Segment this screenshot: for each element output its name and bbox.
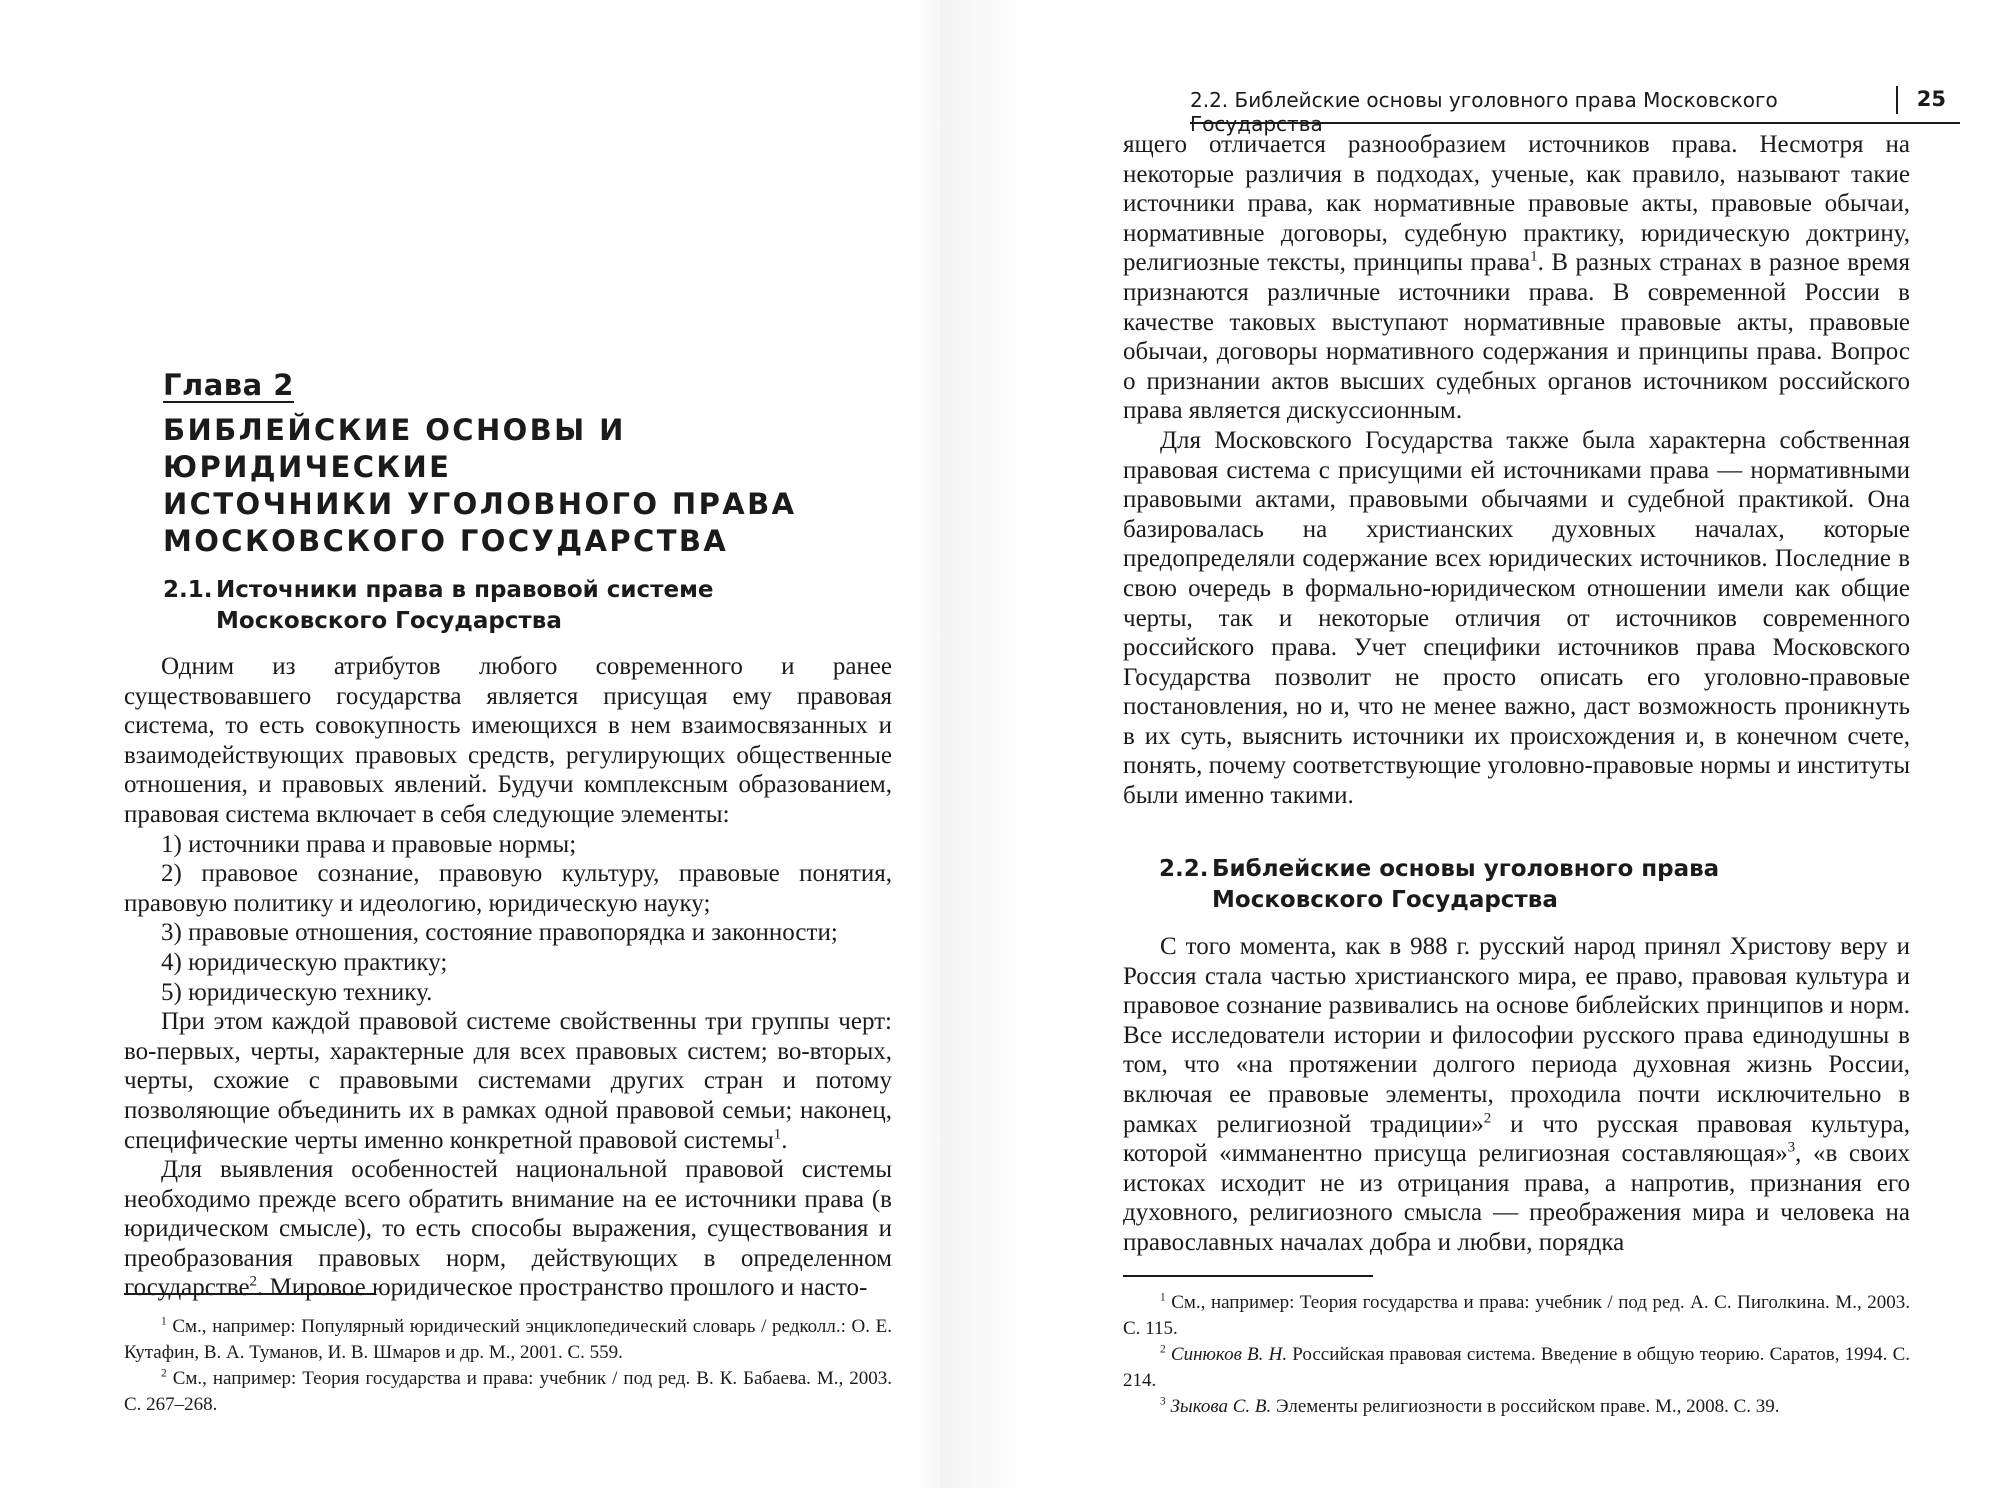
paragraph: [1123, 130, 1910, 426]
paragraph-text: При этом каждой правовой системе свойственны три группы черт: во-первых, черты, характерные для всех правовых систем; во-вторых, черты, схожие с правовыми системами других стран и потому позволяющие объединить их в рамках одной правовой семьи; наконец, специфические черты именно конкретной правовой системы: [124, 1008, 892, 1154]
section-heading-2-1: [163, 575, 923, 637]
footnote-ref: 1: [1530, 249, 1538, 266]
footnote: [1123, 1394, 1910, 1420]
left-footnotes: [124, 1314, 892, 1418]
paragraph: [124, 1155, 892, 1303]
running-head-title: 2.2. Библейские основы уголовного права Московского Государства: [1190, 88, 1778, 136]
chapter-heading: [163, 368, 923, 560]
running-head-separator: [1896, 86, 1898, 114]
footnote: [124, 1314, 892, 1366]
chapter-title-line: МОСКОВСКОГО ГОСУДАРСТВА: [163, 524, 729, 558]
paragraph: [124, 1007, 892, 1155]
footnote-rule: [124, 1293, 374, 1295]
footnote-ref: 2: [249, 1274, 258, 1291]
paragraph: Для Московского Государства также была характерна собственная правовая система с присущими ей источниками права — нормативными правовыми актами, правовыми обычаями и судебной практикой. Она базировалась на христианских духовных началах, которые предопределяли содержание всех юридических источников. Последние в свою очередь в формально-юридическом отношении имели как общие черты, так и некоторые отличия от источников современного российского права. Учет специфики источников права Московского Государства позволит не просто описать его уголовно-правовые постановления, но и, что не менее важно, даст возможность проникнуть в их суть, выяснить источники их происхождения и, в конечном счете, понять, почему соответствующие уголовно-правовые нормы и институты были именно такими.: [1123, 426, 1910, 810]
footnote-text: Элементы религиозности в российском праве. М., 2008. С. 39.: [1271, 1396, 1780, 1417]
chapter-title-line: ИСТОЧНИКИ УГОЛОВНОГО ПРАВА: [163, 487, 797, 521]
paragraph-text: Для выявления особенностей национальной правовой системы необходимо прежде всего обратить внимание на ее источники права (в юридическом смысле), то есть способы выражения, существования и преобразования правовых норм, действующих в определенном государстве: [124, 1156, 892, 1302]
chapter-title: [163, 412, 923, 560]
left-body-text: [124, 652, 892, 1303]
section-heading-2-2: [1159, 854, 1919, 916]
footnote-text: См., например: Теория государства и права: учебник / под ред. В. К. Бабаева. М., 2003. С. 267–268.: [124, 1368, 892, 1415]
section-title-line: Библейские основы уголовного права: [1212, 856, 1720, 882]
paragraph-text: . В разных странах в разное время признаются различные источники права. В современной России в качестве таковых выступают нормативные правовые акты, правовые обычаи, договоры нормативного содержания и принципы права. Вопрос о признании актов высших судебных органов источником российского права является дискуссионным.: [1123, 249, 1910, 425]
paragraph: [1123, 932, 1910, 1258]
list-item: 2) правовое сознание, правовую культуру, правовые понятия, правовую политику и идеологию, юридическую науку;: [124, 860, 892, 917]
right-footnotes: [1123, 1290, 1910, 1420]
footnote-ref: 1: [773, 1126, 782, 1143]
left-page: [0, 0, 960, 1488]
footnote-text: См., например: Популярный юридический энциклопедический словарь / редколл.: О. Е. Кутафин, В. А. Туманов, И. В. Шмаров и др. М., 2001. С. 559.: [124, 1316, 893, 1363]
paragraph-end: .: [781, 1126, 788, 1154]
paragraph-text: . Мировое юридическое пространство прошлого и насто-: [257, 1274, 868, 1302]
footnote-text: Российская правовая система. Введение в общую теорию. Саратов, 1994. С. 214.: [1123, 1344, 1911, 1391]
paragraph-text: ящего отличается разнообразием источников права. Несмотря на некоторые различия в подходах, ученые, как правило, называют такие источники права, как нормативные правовые акты, правовые обычаи, нормативные договоры, судебную практику, юридическую доктрину, религиозные тексты, принципы права: [1123, 131, 1910, 277]
section-title-line: Московского Государства: [1212, 887, 1558, 913]
list-item: 3) правовые отношения, состояние правопорядка и законности;: [161, 919, 838, 947]
section-number: 2.1.: [163, 577, 213, 603]
footnote: [1123, 1290, 1910, 1342]
footnote-ref: 2: [1483, 1110, 1492, 1127]
footnote-mark: 1: [161, 1315, 167, 1328]
paragraph-text: , «в своих истоках исходит не из отрицания права, а напротив, признания его духовного, религиозного смысла — преображения мира и человека на православных началах добра и любви, порядка: [1123, 1140, 1911, 1256]
paragraph: Одним из атрибутов любого современного и ранее существовавшего государства является присущая ему правовая система, то есть совокупность имеющихся в нем взаимосвязанных и взаимодействующих правовых средств, регулирующих общественные отношения, и правовых явлений. Будучи комплексным образованием, правовая система включает в себя следующие элементы:: [124, 653, 892, 828]
footnote-mark: 3: [1160, 1395, 1166, 1408]
right-body-text-bottom: [1123, 932, 1910, 1258]
chapter-title-line: БИБЛЕЙСКИЕ ОСНОВЫ И ЮРИДИЧЕСКИЕ: [163, 413, 626, 484]
list-item: 5) юридическую технику.: [161, 978, 433, 1006]
footnote-mark: 2: [1160, 1343, 1166, 1356]
paragraph-text: С того момента, как в 988 г. русский народ принял Христову веру и Россия стала частью христианского мира, ее право, правовая культура и правовое сознание развивались на основе библейских принципов и норм. Все исследователи истории и философии русского права единодушны в том, что «на протяжении долгого периода духовная жизнь России, включая ее правовые элементы, проходила почти исключительно в рамках религиозной традиции»: [1123, 933, 1910, 1138]
footnote-author: Синюков В. Н.: [1170, 1344, 1288, 1365]
list-item: 4) юридическую практику;: [161, 948, 448, 976]
footnote-mark: 1: [1160, 1291, 1166, 1304]
footnote-rule: [1123, 1275, 1373, 1277]
section-number: 2.2.: [1159, 856, 1209, 882]
page-number: 25: [1916, 87, 1946, 111]
list-item: 1) источники права и правовые нормы;: [161, 830, 577, 858]
book-gutter: [940, 0, 1085, 1488]
paragraph-text: и что русская правовая культура, которой «имманентно присуща религиозная составляющая»: [1123, 1110, 1911, 1168]
footnote: [124, 1366, 892, 1418]
footnote: [1123, 1342, 1910, 1394]
right-body-text-top: [1123, 130, 1910, 811]
running-head: [1190, 86, 1960, 136]
footnote-text: См., например: Теория государства и права: учебник / под ред. А. С. Пиголкина. М., 2003. С. 115.: [1123, 1292, 1910, 1339]
section-title-line: Московского Государства: [216, 608, 562, 634]
footnote-mark: 2: [161, 1367, 167, 1380]
section-title-line: Источники права в правовой системе: [216, 577, 714, 603]
chapter-label: Глава 2: [163, 368, 294, 402]
footnote-author: Зыкова С. В.: [1170, 1396, 1272, 1417]
right-page: [1085, 0, 2000, 1488]
footnote-ref: 3: [1787, 1139, 1796, 1156]
